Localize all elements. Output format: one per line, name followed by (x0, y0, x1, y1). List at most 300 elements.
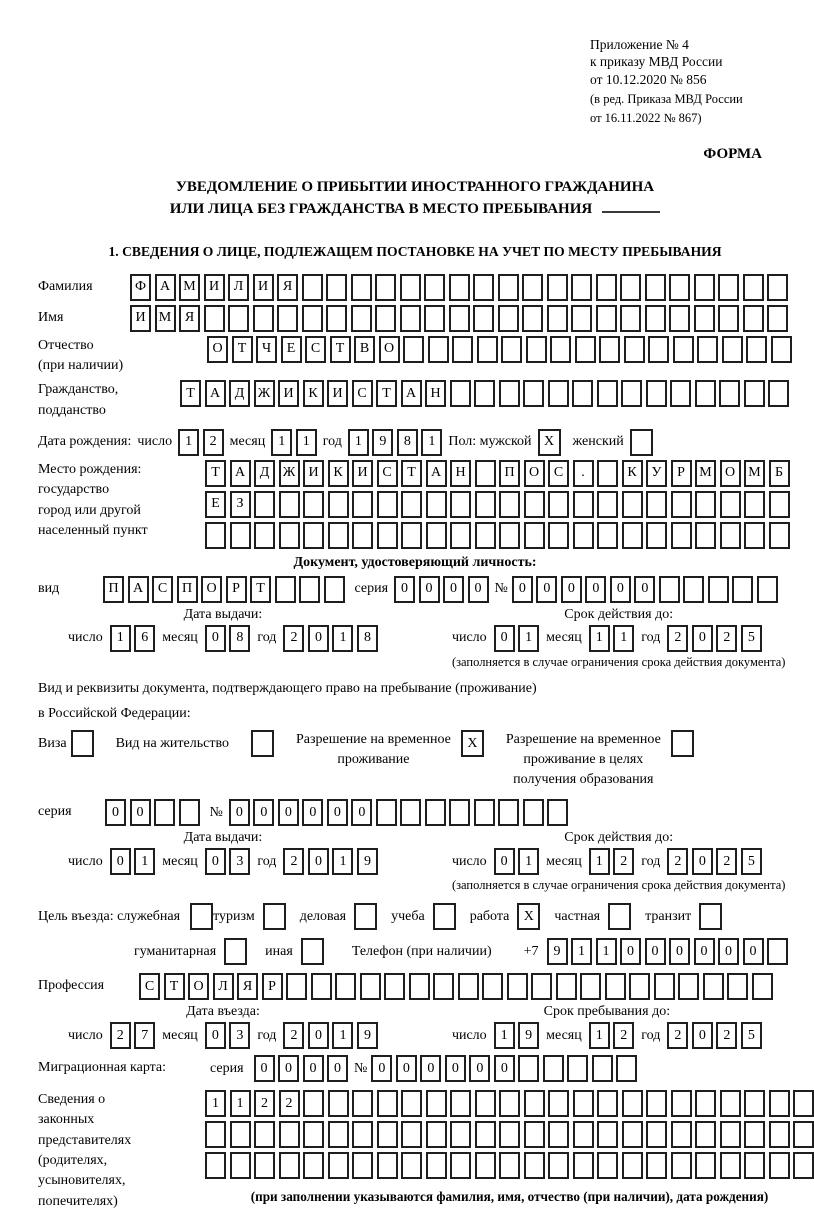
char-cell[interactable] (678, 973, 699, 1000)
char-cell[interactable] (376, 799, 397, 826)
char-cell[interactable] (597, 1090, 618, 1117)
char-cell[interactable]: 0 (308, 1022, 329, 1049)
sex-male-checkbox[interactable]: X (538, 429, 561, 456)
char-cell[interactable] (450, 1121, 471, 1148)
char-cell[interactable] (767, 305, 788, 332)
char-cell[interactable] (526, 336, 547, 363)
char-cell[interactable] (694, 274, 715, 301)
char-cell[interactable] (646, 380, 667, 407)
char-cell[interactable]: 9 (518, 1022, 539, 1049)
char-cell[interactable] (697, 336, 718, 363)
char-cell[interactable] (732, 576, 753, 603)
char-cell[interactable]: С (305, 336, 326, 363)
char-cell[interactable] (592, 1055, 613, 1082)
char-cell[interactable]: И (303, 460, 324, 487)
char-cell[interactable] (621, 380, 642, 407)
char-cell[interactable] (720, 1121, 741, 1148)
char-cell[interactable] (769, 1090, 790, 1117)
char-cell[interactable] (352, 1121, 373, 1148)
char-cell[interactable] (401, 1090, 422, 1117)
char-cell[interactable]: А (426, 460, 447, 487)
char-cell[interactable]: З (230, 491, 251, 518)
char-cell[interactable]: 0 (692, 1022, 713, 1049)
char-cell[interactable]: 0 (692, 848, 713, 875)
char-cell[interactable] (400, 274, 421, 301)
char-cell[interactable] (605, 973, 626, 1000)
char-cell[interactable] (531, 973, 552, 1000)
char-cell[interactable] (501, 336, 522, 363)
char-cell[interactable]: О (207, 336, 228, 363)
char-cell[interactable]: И (204, 274, 225, 301)
char-cell[interactable] (573, 1090, 594, 1117)
char-cell[interactable] (403, 336, 424, 363)
char-cell[interactable] (720, 491, 741, 518)
char-cell[interactable] (671, 1152, 692, 1179)
char-cell[interactable]: 2 (283, 1022, 304, 1049)
char-cell[interactable] (377, 1152, 398, 1179)
char-cell[interactable] (499, 1152, 520, 1179)
char-cell[interactable] (695, 1121, 716, 1148)
char-cell[interactable]: О (379, 336, 400, 363)
char-cell[interactable] (458, 973, 479, 1000)
char-cell[interactable]: 9 (547, 938, 568, 965)
char-cell[interactable] (671, 1121, 692, 1148)
char-cell[interactable] (793, 1152, 814, 1179)
char-cell[interactable] (752, 973, 773, 1000)
char-cell[interactable]: 8 (229, 625, 250, 652)
char-cell[interactable]: К (303, 380, 324, 407)
char-cell[interactable] (695, 1090, 716, 1117)
char-cell[interactable]: Ж (254, 380, 275, 407)
char-cell[interactable]: Е (205, 491, 226, 518)
char-cell[interactable] (377, 1090, 398, 1117)
char-cell[interactable]: С (548, 460, 569, 487)
char-cell[interactable]: 2 (283, 625, 304, 652)
temp-residence-edu-checkbox[interactable] (671, 730, 694, 757)
char-cell[interactable] (629, 973, 650, 1000)
char-cell[interactable]: 0 (110, 848, 131, 875)
visa-checkbox[interactable] (71, 730, 94, 757)
char-cell[interactable] (275, 576, 296, 603)
char-cell[interactable] (326, 305, 347, 332)
char-cell[interactable]: 1 (589, 625, 610, 652)
char-cell[interactable] (580, 973, 601, 1000)
char-cell[interactable] (482, 973, 503, 1000)
char-cell[interactable] (230, 1152, 251, 1179)
char-cell[interactable] (744, 1121, 765, 1148)
char-cell[interactable]: С (352, 380, 373, 407)
char-cell[interactable]: 0 (253, 799, 274, 826)
char-cell[interactable] (450, 380, 471, 407)
char-cell[interactable] (744, 522, 765, 549)
char-cell[interactable] (499, 1121, 520, 1148)
char-cell[interactable] (597, 460, 618, 487)
char-cell[interactable]: А (128, 576, 149, 603)
char-cell[interactable] (377, 522, 398, 549)
char-cell[interactable]: 0 (351, 799, 372, 826)
char-cell[interactable] (646, 491, 667, 518)
char-cell[interactable] (671, 1090, 692, 1117)
char-cell[interactable] (328, 1121, 349, 1148)
char-cell[interactable]: 1 (332, 1022, 353, 1049)
char-cell[interactable]: 0 (610, 576, 631, 603)
purpose-business-checkbox[interactable] (190, 903, 213, 930)
char-cell[interactable] (596, 274, 617, 301)
purpose-study-checkbox[interactable] (433, 903, 456, 930)
char-cell[interactable] (311, 973, 332, 1000)
char-cell[interactable] (597, 522, 618, 549)
char-cell[interactable]: 0 (494, 848, 515, 875)
char-cell[interactable]: 1 (518, 625, 539, 652)
char-cell[interactable] (596, 305, 617, 332)
char-cell[interactable] (326, 274, 347, 301)
char-cell[interactable] (695, 522, 716, 549)
residence-permit-checkbox[interactable] (251, 730, 274, 757)
char-cell[interactable]: Н (450, 460, 471, 487)
char-cell[interactable] (548, 1152, 569, 1179)
char-cell[interactable] (673, 336, 694, 363)
char-cell[interactable]: Н (425, 380, 446, 407)
char-cell[interactable] (426, 1152, 447, 1179)
char-cell[interactable] (498, 305, 519, 332)
char-cell[interactable]: Т (401, 460, 422, 487)
char-cell[interactable] (645, 274, 666, 301)
char-cell[interactable] (499, 522, 520, 549)
char-cell[interactable] (769, 491, 790, 518)
char-cell[interactable] (401, 1121, 422, 1148)
char-cell[interactable]: 0 (419, 576, 440, 603)
char-cell[interactable] (793, 1090, 814, 1117)
char-cell[interactable] (433, 973, 454, 1000)
char-cell[interactable] (426, 522, 447, 549)
char-cell[interactable] (550, 336, 571, 363)
char-cell[interactable] (328, 1090, 349, 1117)
char-cell[interactable] (507, 973, 528, 1000)
char-cell[interactable]: 9 (357, 1022, 378, 1049)
char-cell[interactable] (670, 380, 691, 407)
char-cell[interactable] (204, 305, 225, 332)
char-cell[interactable] (474, 380, 495, 407)
char-cell[interactable] (279, 1121, 300, 1148)
char-cell[interactable] (254, 522, 275, 549)
char-cell[interactable] (375, 274, 396, 301)
char-cell[interactable]: 0 (420, 1055, 441, 1082)
char-cell[interactable] (518, 1055, 539, 1082)
char-cell[interactable] (425, 799, 446, 826)
char-cell[interactable] (230, 1121, 251, 1148)
char-cell[interactable]: 0 (620, 938, 641, 965)
char-cell[interactable]: 1 (494, 1022, 515, 1049)
char-cell[interactable] (452, 336, 473, 363)
char-cell[interactable]: 0 (327, 1055, 348, 1082)
char-cell[interactable] (646, 1152, 667, 1179)
char-cell[interactable] (548, 1121, 569, 1148)
char-cell[interactable]: 0 (278, 799, 299, 826)
char-cell[interactable]: И (278, 380, 299, 407)
char-cell[interactable] (622, 1152, 643, 1179)
char-cell[interactable] (718, 274, 739, 301)
char-cell[interactable]: 1 (613, 625, 634, 652)
char-cell[interactable] (599, 336, 620, 363)
char-cell[interactable]: 0 (130, 799, 151, 826)
char-cell[interactable]: Т (330, 336, 351, 363)
char-cell[interactable] (228, 305, 249, 332)
char-cell[interactable]: 1 (332, 625, 353, 652)
char-cell[interactable]: 2 (716, 848, 737, 875)
char-cell[interactable]: А (230, 460, 251, 487)
char-cell[interactable] (352, 1152, 373, 1179)
char-cell[interactable]: И (130, 305, 151, 332)
char-cell[interactable] (303, 1121, 324, 1148)
char-cell[interactable] (746, 336, 767, 363)
char-cell[interactable] (324, 576, 345, 603)
char-cell[interactable] (522, 274, 543, 301)
char-cell[interactable] (720, 522, 741, 549)
char-cell[interactable] (597, 491, 618, 518)
char-cell[interactable]: 0 (645, 938, 666, 965)
char-cell[interactable]: 0 (634, 576, 655, 603)
char-cell[interactable] (424, 274, 445, 301)
char-cell[interactable] (524, 1152, 545, 1179)
purpose-work-checkbox[interactable]: X (517, 903, 540, 930)
char-cell[interactable] (302, 305, 323, 332)
char-cell[interactable]: 0 (229, 799, 250, 826)
char-cell[interactable] (254, 1152, 275, 1179)
char-cell[interactable] (450, 1090, 471, 1117)
char-cell[interactable]: 0 (396, 1055, 417, 1082)
purpose-transit-checkbox[interactable] (699, 903, 722, 930)
char-cell[interactable]: 0 (254, 1055, 275, 1082)
char-cell[interactable] (620, 274, 641, 301)
char-cell[interactable] (303, 1090, 324, 1117)
char-cell[interactable] (449, 274, 470, 301)
char-cell[interactable]: Р (262, 973, 283, 1000)
char-cell[interactable]: К (622, 460, 643, 487)
char-cell[interactable] (597, 380, 618, 407)
char-cell[interactable]: 0 (561, 576, 582, 603)
char-cell[interactable]: Ф (130, 274, 151, 301)
char-cell[interactable] (616, 1055, 637, 1082)
char-cell[interactable] (572, 380, 593, 407)
char-cell[interactable] (620, 305, 641, 332)
char-cell[interactable] (401, 1152, 422, 1179)
char-cell[interactable] (573, 491, 594, 518)
char-cell[interactable]: 2 (279, 1090, 300, 1117)
char-cell[interactable] (279, 522, 300, 549)
char-cell[interactable]: 0 (278, 1055, 299, 1082)
char-cell[interactable]: 0 (371, 1055, 392, 1082)
char-cell[interactable]: И (327, 380, 348, 407)
char-cell[interactable]: Е (281, 336, 302, 363)
char-cell[interactable]: М (179, 274, 200, 301)
char-cell[interactable] (400, 799, 421, 826)
char-cell[interactable]: 2 (716, 625, 737, 652)
char-cell[interactable] (767, 274, 788, 301)
char-cell[interactable] (769, 1121, 790, 1148)
char-cell[interactable]: Д (229, 380, 250, 407)
char-cell[interactable] (449, 305, 470, 332)
char-cell[interactable]: 1 (571, 938, 592, 965)
char-cell[interactable] (743, 305, 764, 332)
char-cell[interactable] (205, 522, 226, 549)
char-cell[interactable] (279, 491, 300, 518)
char-cell[interactable] (573, 522, 594, 549)
char-cell[interactable] (279, 1152, 300, 1179)
char-cell[interactable]: О (188, 973, 209, 1000)
char-cell[interactable]: И (352, 460, 373, 487)
char-cell[interactable] (567, 1055, 588, 1082)
char-cell[interactable] (286, 973, 307, 1000)
temp-residence-checkbox[interactable]: X (461, 730, 484, 757)
char-cell[interactable]: 5 (741, 1022, 762, 1049)
char-cell[interactable]: 0 (669, 938, 690, 965)
char-cell[interactable] (669, 305, 690, 332)
char-cell[interactable] (719, 380, 740, 407)
char-cell[interactable] (671, 522, 692, 549)
char-cell[interactable] (622, 1121, 643, 1148)
char-cell[interactable] (377, 1121, 398, 1148)
char-cell[interactable] (597, 1152, 618, 1179)
char-cell[interactable]: Л (228, 274, 249, 301)
char-cell[interactable] (254, 1121, 275, 1148)
purpose-private-checkbox[interactable] (608, 903, 631, 930)
char-cell[interactable]: 2 (203, 429, 224, 456)
char-cell[interactable]: Р (671, 460, 692, 487)
char-cell[interactable]: 7 (134, 1022, 155, 1049)
char-cell[interactable] (703, 973, 724, 1000)
char-cell[interactable]: 2 (613, 848, 634, 875)
char-cell[interactable] (622, 522, 643, 549)
char-cell[interactable]: К (328, 460, 349, 487)
char-cell[interactable]: Т (164, 973, 185, 1000)
char-cell[interactable]: В (354, 336, 375, 363)
char-cell[interactable] (477, 336, 498, 363)
char-cell[interactable]: 2 (667, 1022, 688, 1049)
char-cell[interactable]: 0 (585, 576, 606, 603)
char-cell[interactable] (744, 380, 765, 407)
char-cell[interactable] (622, 491, 643, 518)
char-cell[interactable]: 0 (692, 625, 713, 652)
char-cell[interactable]: 0 (394, 576, 415, 603)
char-cell[interactable] (768, 380, 789, 407)
char-cell[interactable] (573, 1152, 594, 1179)
char-cell[interactable]: 1 (348, 429, 369, 456)
char-cell[interactable]: О (201, 576, 222, 603)
char-cell[interactable] (743, 274, 764, 301)
char-cell[interactable]: 0 (205, 625, 226, 652)
char-cell[interactable]: С (377, 460, 398, 487)
char-cell[interactable]: 1 (589, 1022, 610, 1049)
char-cell[interactable] (683, 576, 704, 603)
char-cell[interactable] (475, 491, 496, 518)
char-cell[interactable]: Т (205, 460, 226, 487)
char-cell[interactable]: 9 (357, 848, 378, 875)
char-cell[interactable] (547, 799, 568, 826)
char-cell[interactable] (548, 491, 569, 518)
char-cell[interactable] (669, 274, 690, 301)
char-cell[interactable] (522, 305, 543, 332)
char-cell[interactable]: 0 (205, 848, 226, 875)
char-cell[interactable] (475, 1090, 496, 1117)
char-cell[interactable] (205, 1152, 226, 1179)
char-cell[interactable]: 1 (178, 429, 199, 456)
char-cell[interactable]: М (695, 460, 716, 487)
char-cell[interactable] (646, 522, 667, 549)
char-cell[interactable]: О (720, 460, 741, 487)
char-cell[interactable]: Б (769, 460, 790, 487)
char-cell[interactable] (426, 1090, 447, 1117)
char-cell[interactable] (498, 799, 519, 826)
char-cell[interactable]: М (155, 305, 176, 332)
char-cell[interactable]: 0 (743, 938, 764, 965)
char-cell[interactable] (727, 973, 748, 1000)
char-cell[interactable] (648, 336, 669, 363)
char-cell[interactable]: 2 (667, 848, 688, 875)
char-cell[interactable]: 3 (229, 848, 250, 875)
char-cell[interactable] (475, 1121, 496, 1148)
char-cell[interactable] (428, 336, 449, 363)
char-cell[interactable] (722, 336, 743, 363)
char-cell[interactable]: 0 (512, 576, 533, 603)
char-cell[interactable] (352, 522, 373, 549)
char-cell[interactable] (499, 380, 520, 407)
char-cell[interactable] (524, 1090, 545, 1117)
char-cell[interactable] (573, 1121, 594, 1148)
char-cell[interactable]: Д (254, 460, 275, 487)
char-cell[interactable] (708, 576, 729, 603)
char-cell[interactable] (351, 305, 372, 332)
char-cell[interactable] (154, 799, 175, 826)
char-cell[interactable]: 0 (303, 1055, 324, 1082)
char-cell[interactable] (524, 1121, 545, 1148)
char-cell[interactable] (524, 491, 545, 518)
char-cell[interactable] (473, 305, 494, 332)
char-cell[interactable]: 0 (445, 1055, 466, 1082)
char-cell[interactable]: Т (250, 576, 271, 603)
char-cell[interactable]: 2 (254, 1090, 275, 1117)
char-cell[interactable] (475, 1152, 496, 1179)
char-cell[interactable]: 2 (283, 848, 304, 875)
char-cell[interactable] (375, 305, 396, 332)
char-cell[interactable] (302, 274, 323, 301)
char-cell[interactable]: 2 (110, 1022, 131, 1049)
char-cell[interactable]: 1 (589, 848, 610, 875)
char-cell[interactable] (475, 460, 496, 487)
char-cell[interactable]: Л (213, 973, 234, 1000)
char-cell[interactable] (384, 973, 405, 1000)
char-cell[interactable]: С (152, 576, 173, 603)
char-cell[interactable] (450, 522, 471, 549)
char-cell[interactable] (654, 973, 675, 1000)
char-cell[interactable]: 3 (229, 1022, 250, 1049)
char-cell[interactable]: Я (277, 274, 298, 301)
char-cell[interactable] (744, 1152, 765, 1179)
char-cell[interactable] (401, 491, 422, 518)
char-cell[interactable]: А (155, 274, 176, 301)
char-cell[interactable]: У (646, 460, 667, 487)
char-cell[interactable]: 1 (296, 429, 317, 456)
char-cell[interactable]: Ч (256, 336, 277, 363)
char-cell[interactable] (360, 973, 381, 1000)
char-cell[interactable] (720, 1152, 741, 1179)
char-cell[interactable]: П (499, 460, 520, 487)
char-cell[interactable] (624, 336, 645, 363)
char-cell[interactable] (523, 799, 544, 826)
char-cell[interactable] (499, 491, 520, 518)
char-cell[interactable] (646, 1121, 667, 1148)
char-cell[interactable]: П (103, 576, 124, 603)
purpose-tourism-checkbox[interactable] (263, 903, 286, 930)
